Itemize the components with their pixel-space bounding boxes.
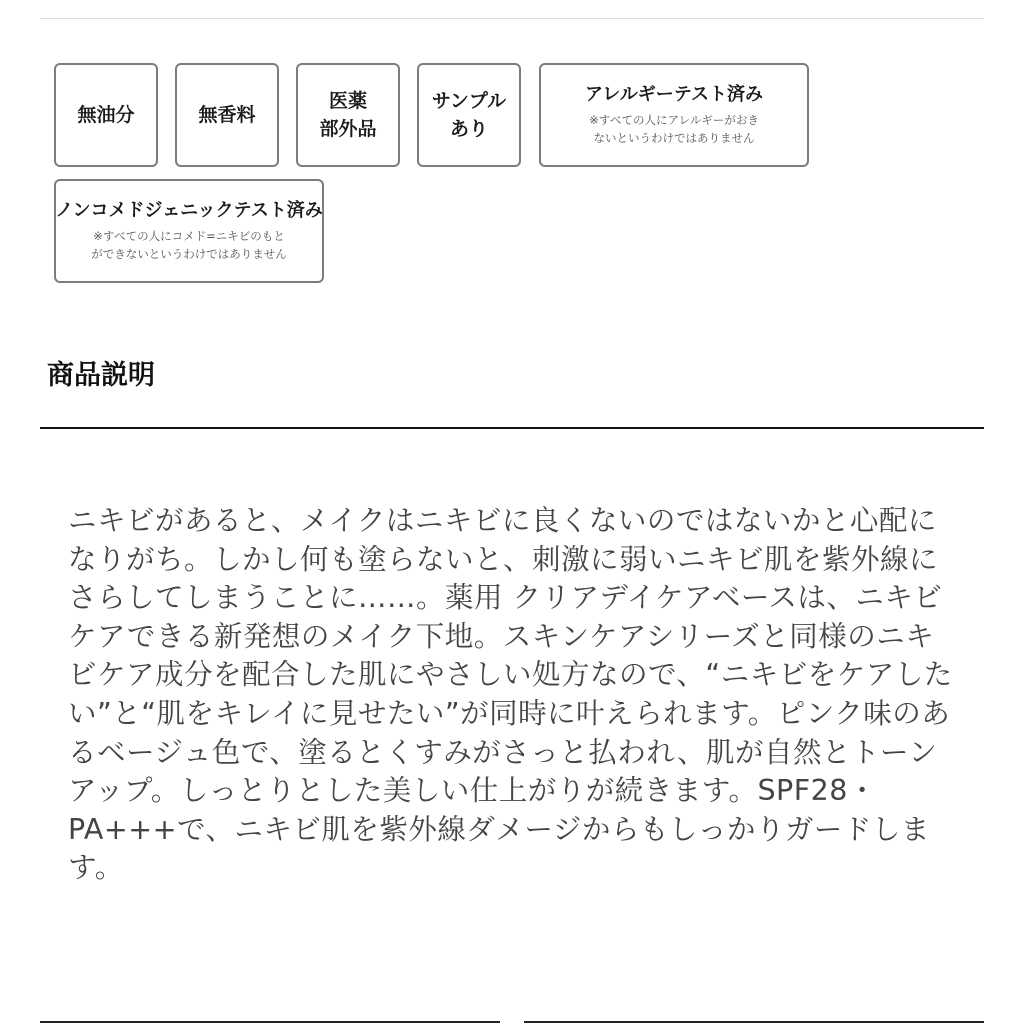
badge-label: サンプル あり [431, 90, 507, 140]
badge-label: 医薬 部外品 [319, 90, 377, 140]
badge-label: アレルギーテスト済み [584, 84, 764, 105]
badge-fragrance-free [175, 63, 279, 167]
badge-oil-free [54, 63, 158, 167]
product-description: ニキビがあると、メイクはニキビに良くないのではないかと心配になりがち。しかし何も塗らないと、刺激に弱いニキビ肌を紫外線にさらしてしまうことに……。薬用 クリアデイケアベースは、ニキビケアできる新発想のメイク下地。スキンケアシリーズと同様のニキビケア成分を配合した肌にやさしい処方なので、“ニキビをケアしたい”と“肌をキレイに見せたい”が同時に叶えられます。ピンク味のあるベージュ色で、塗るとくすみがさっと払われ、肌が自然とトーンアップ。しっとりとした美しい仕上がりが続きます。SPF28・PA+++で、ニキビ肌を紫外線ダメージからもしっかりガードします。 [68, 504, 953, 885]
badge-label: 無香料 [198, 104, 256, 126]
section-divider [40, 427, 984, 429]
badge-noncomedogenic-tested [54, 179, 324, 283]
badge-sample-available [417, 63, 521, 167]
badge-allergy-tested [539, 63, 809, 167]
top-divider [40, 18, 984, 19]
section-title: 商品説明 [47, 360, 155, 391]
badge-note: ※すべての人にコメド=ニキビのもと ができないというわけではありません [91, 229, 287, 261]
bottom-tab-line-right [524, 1021, 984, 1023]
badge-label: ノンコメドジェニックテスト済み [55, 200, 323, 221]
bottom-tab-line-left [40, 1021, 500, 1023]
badge-label: 無油分 [77, 104, 135, 126]
badge-quasi-drug [296, 63, 400, 167]
badge-note: ※すべての人にアレルギーがおき ないというわけではありません [589, 113, 759, 145]
